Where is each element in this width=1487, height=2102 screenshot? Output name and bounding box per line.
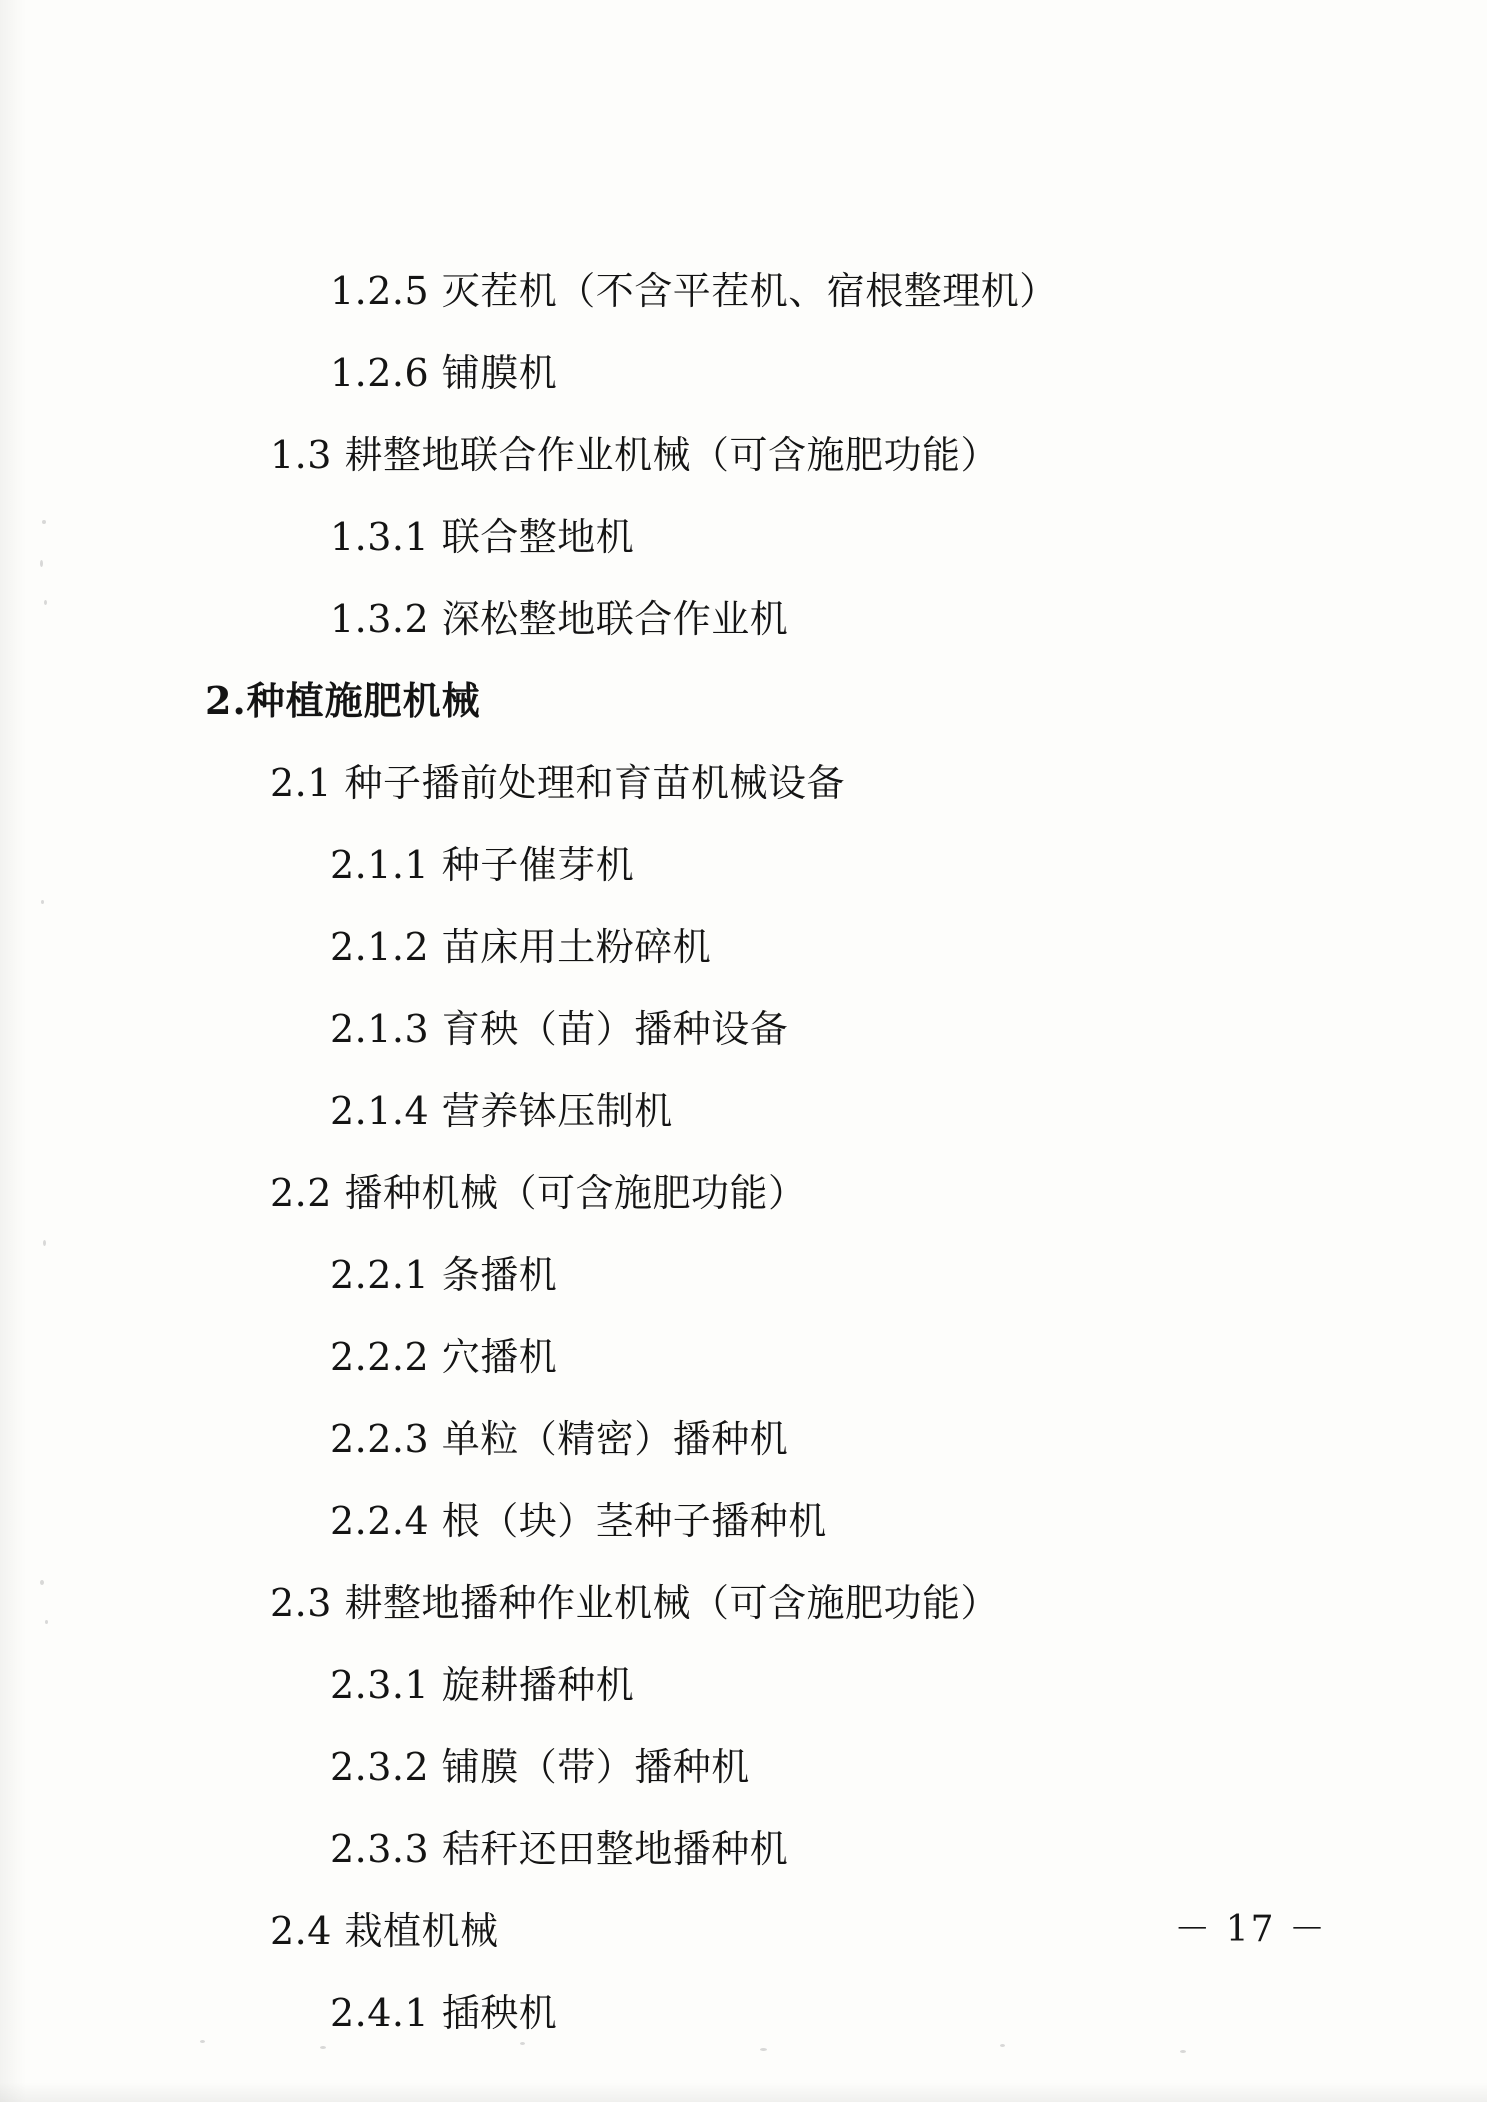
outline-item: 2.1.2 苗床用土粉碎机 (330, 925, 712, 969)
section-heading: 2.种植施肥机械 (205, 678, 481, 723)
outline-item: 2.3.2 铺膜（带）播种机 (330, 1745, 750, 1789)
scan-speck-icon (43, 1240, 46, 1246)
outline-item: 2.2.2 穴播机 (330, 1335, 558, 1379)
outline-item: 1.3.2 深松整地联合作业机 (330, 597, 789, 641)
scan-speck-icon (42, 520, 46, 524)
outline-item: 2.4.1 插秧机 (330, 1991, 558, 2035)
page-number: － 17 － (1174, 1909, 1327, 1950)
outline-item: 2.2 播种机械（可含施肥功能） (270, 1171, 807, 1215)
outline-item: 2.2.3 单粒（精密）播种机 (330, 1417, 789, 1461)
document-body (185, 250, 1305, 2054)
scan-speck-icon (40, 1580, 44, 1585)
scan-speck-icon (44, 600, 47, 605)
outline-item: 1.2.6 铺膜机 (330, 351, 558, 395)
outline-item: 2.3.1 旋耕播种机 (330, 1663, 635, 1707)
scan-speck-icon (45, 1620, 48, 1624)
page-edge-shadow (0, 0, 26, 2102)
outline-item: 1.3 耕整地联合作业机械（可含施肥功能） (270, 433, 1000, 477)
outline-item: 1.2.5 灭茬机（不含平茬机、宿根整理机） (330, 269, 1058, 313)
outline-item: 1.3.1 联合整地机 (330, 515, 635, 559)
scan-speck-icon (40, 560, 43, 567)
outline-item: 2.1.4 营养钵压制机 (330, 1089, 673, 1133)
outline-item: 2.1 种子播前处理和育苗机械设备 (270, 761, 846, 805)
outline-item: 2.3.3 秸秆还田整地播种机 (330, 1827, 789, 1871)
scan-speck-icon (41, 900, 44, 904)
outline-item: 2.1.1 种子催芽机 (330, 843, 635, 887)
outline-item: 2.4 栽植机械 (270, 1909, 499, 1953)
outline-item: 2.3 耕整地播种作业机械（可含施肥功能） (270, 1581, 1000, 1625)
outline-item: 2.1.3 育秧（苗）播种设备 (330, 1007, 789, 1051)
outline-item: 2.2.4 根（块）茎种子播种机 (330, 1499, 827, 1543)
outline-item: 2.2.1 条播机 (330, 1253, 558, 1297)
page-bottom-shadow (0, 2082, 1487, 2102)
